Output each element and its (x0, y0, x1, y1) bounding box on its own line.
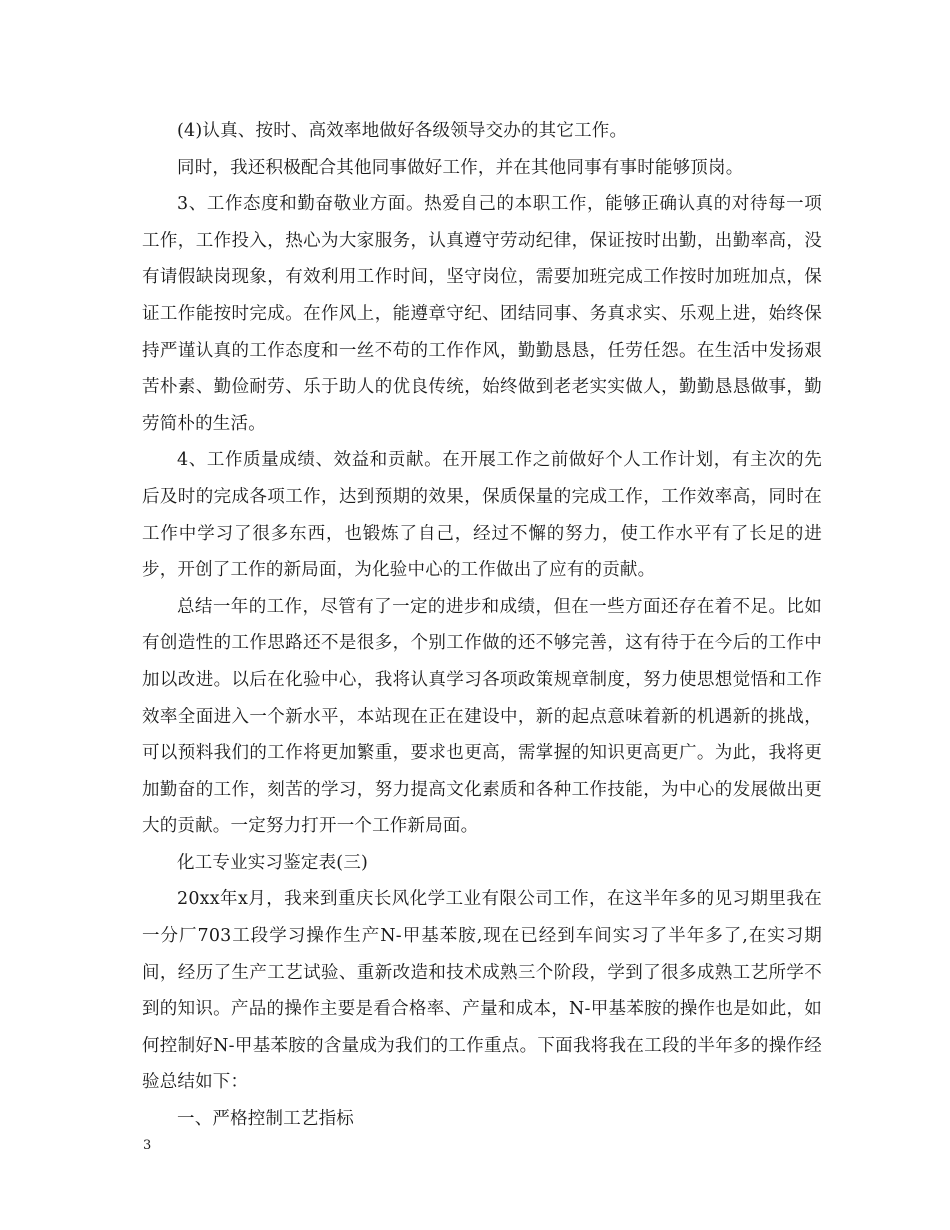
paragraph-work-quality: 4、工作质量成绩、效益和贡献。在开展工作之前做好个人工作计划，有主次的先后及时的完成各项工作，达到预期的效果，保质保量的完成工作，工作效率高，同时在工作中学习了很多东西，也锻炼了自己，经过不懈的努力，使工作水平有了长足的进步，开创了工作的新局面，为化验中心的工作做出了应有的贡献。 (142, 450, 822, 581)
paragraph-task-4: (4)认真、按时、高效率地做好各级领导交办的其它工作。 (177, 121, 628, 141)
paragraph-internship-intro: 20xx年x月，我来到重庆长风化学工业有限公司工作，在这半年多的见习期里我在一分厂703工段学习操作生产N-甲基苯胺,现在已经到车间实习了半年多了,在实习期间，经历了生产工艺试验、重新改造和技术成熟三个阶段，学到了很多成熟工艺所学不到的知识。产品的操作主要是看合格率、产量和成本，N-甲基苯胺的操作也是如此，如何控制好N-甲基苯胺的含量成为我们的工作重点。下面我将我在工段的半年多的操作经验总结如下： (142, 889, 822, 1093)
page-number: 3 (143, 1138, 152, 1153)
section-title: 化工专业实习鉴定表(三) (177, 852, 369, 873)
paragraph-work-attitude: 3、工作态度和勤奋敬业方面。热爱自己的本职工作，能够正确认真的对待每一项工作，工作投入，热心为大家服务，认真遵守劳动纪律，保证按时出勤，出勤率高，没有请假缺岗现象，有效利用工作时间，坚守岗位，需要加班完成工作按时加班加点，保证工作能按时完成。在作风上，能遵章守纪、团结同事、务真求实、乐观上进，始终保持严谨认真的工作态度和一丝不苟的工作作风，勤勤恳恳，任劳任怨。在生活中发扬艰苦朴素、勤俭耐劳、乐于助人的优良传统，始终做到老老实实做人，勤勤恳恳做事，勤劳简朴的生活。 (142, 194, 822, 434)
paragraph-cooperation: 同时，我还积极配合其他同事做好工作，并在其他同事有事时能够顶岗。 (177, 157, 744, 178)
section-heading-process-control: 一、严格控制工艺指标 (177, 1109, 354, 1130)
document-body (142, 113, 822, 1138)
paragraph-summary: 总结一年的工作，尽管有了一定的进步和成绩，但在一些方面还存在着不足。比如有创造性的工作思路还不是很多，个别工作做的还不够完善，这有待于在今后的工作中加以改进。以后在化验中心，我将认真学习各项政策规章制度，努力使思想觉悟和工作效率全面进入一个新水平，本站现在正在建设中，新的起点意味着新的机遇新的挑战，可以预料我们的工作将更加繁重，要求也更高，需掌握的知识更高更广。为此，我将更加勤奋的工作，刻苦的学习，努力提高文化素质和各种工作技能，为中心的发展做出更大的贡献。一定努力打开一个工作新局面。 (142, 596, 822, 837)
